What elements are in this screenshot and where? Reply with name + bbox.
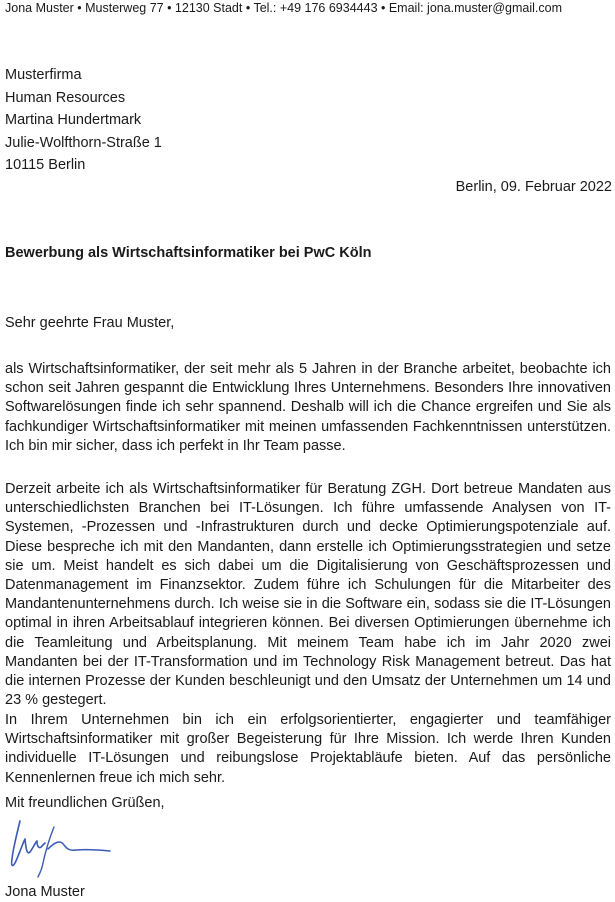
recipient-street: Julie-Wolfthorn-Straße 1 — [5, 134, 162, 151]
body-paragraph-motivation: In Ihrem Unternehmen bin ich ein erfolgsorientierter, engagierter und teamfähiger Wirtschaftsinformatiker mit großer Begeisterung für Ihre Mission. Ich werde Ihren Kunden individuelle IT-Lösungen und reibungslose Projektabläufe bieten. Auf das persönliche Kennenlernen freue ich mich sehr. — [5, 712, 611, 786]
handwritten-signature — [4, 815, 116, 881]
closing-phrase: Mit freundlichen Grüßen, — [5, 795, 165, 811]
recipient-address-block — [5, 64, 162, 177]
salutation: Sehr geehrte Frau Muster, — [5, 315, 175, 331]
recipient-city: 10115 Berlin — [5, 157, 86, 173]
recipient-company: Musterfirma — [5, 67, 82, 83]
sender-address-line: Jona Muster • Musterweg 77 • 12130 Stadt • Tel.: +49 176 6934443 • Email: jona.muster@gmail.com — [5, 1, 562, 15]
letter-subject: Bewerbung als Wirtschaftsinformatiker bei PwC Köln — [5, 245, 372, 261]
body-paragraph-intro: als Wirtschaftsinformatiker, der seit mehr als 5 Jahren in der Branche arbeitet, beobachte ich schon seit Jahren gespannt die Entwicklung Ihres Unternehmens. Besonders Ihre innovativen Softwarelösungen finde ich sehr spannend. Deshalb will ich die Chance ergreifen und Sie als fachkundiger Wirtschaftsinformatiker mit meinen umfassenden Fachkenntnissen unterstützen. Ich bin mir sicher, dass ich perfekt in Ihr Team passe. — [5, 361, 611, 454]
body-paragraph-experience: Derzeit arbeite ich als Wirtschaftsinformatiker für Beratung ZGH. Dort betreue Mandaten aus unterschiedlichsten Branchen bei IT-Lösungen. Ich führe umfassende Analysen von IT-Systemen, -Prozessen und -Infrastrukturen durch und decke Optimierungspotenziale auf. Diese bespreche ich mit den Mandanten, dann erstelle ich Optimierungsstrategien und setze sie um. Meist handelt es sich dabei um die Digitalisierung von Geschäftsprozessen und Datenmanagement im Finanzsektor. Zudem führe ich Schulungen für die Mitarbeiter des Mandantenunternehmens durch. Ich weise sie in die Software ein, sodass sie die IT-Lösungen optimal in ihren Arbeitsablauf integrieren können. Bei diversen Optimierungen übernehme ich die Teamleitung und Arbeitsplanung. Mit meinem Team habe ich im Jahr 2020 zwei Mandanten bei der IT-Transformation und im Technology Risk Management betreut. Das hat die internen Prozesse der Kunden beschleunigt und den Umsatz der Unternehmen um 14 und 23 % gestegert. — [5, 481, 611, 709]
recipient-contact-person: Martina Hundertmark — [5, 112, 142, 128]
recipient-department: Human Resources — [5, 89, 126, 106]
signer-name: Jona Muster — [5, 884, 85, 900]
letter-date: Berlin, 09. Februar 2022 — [455, 179, 612, 195]
